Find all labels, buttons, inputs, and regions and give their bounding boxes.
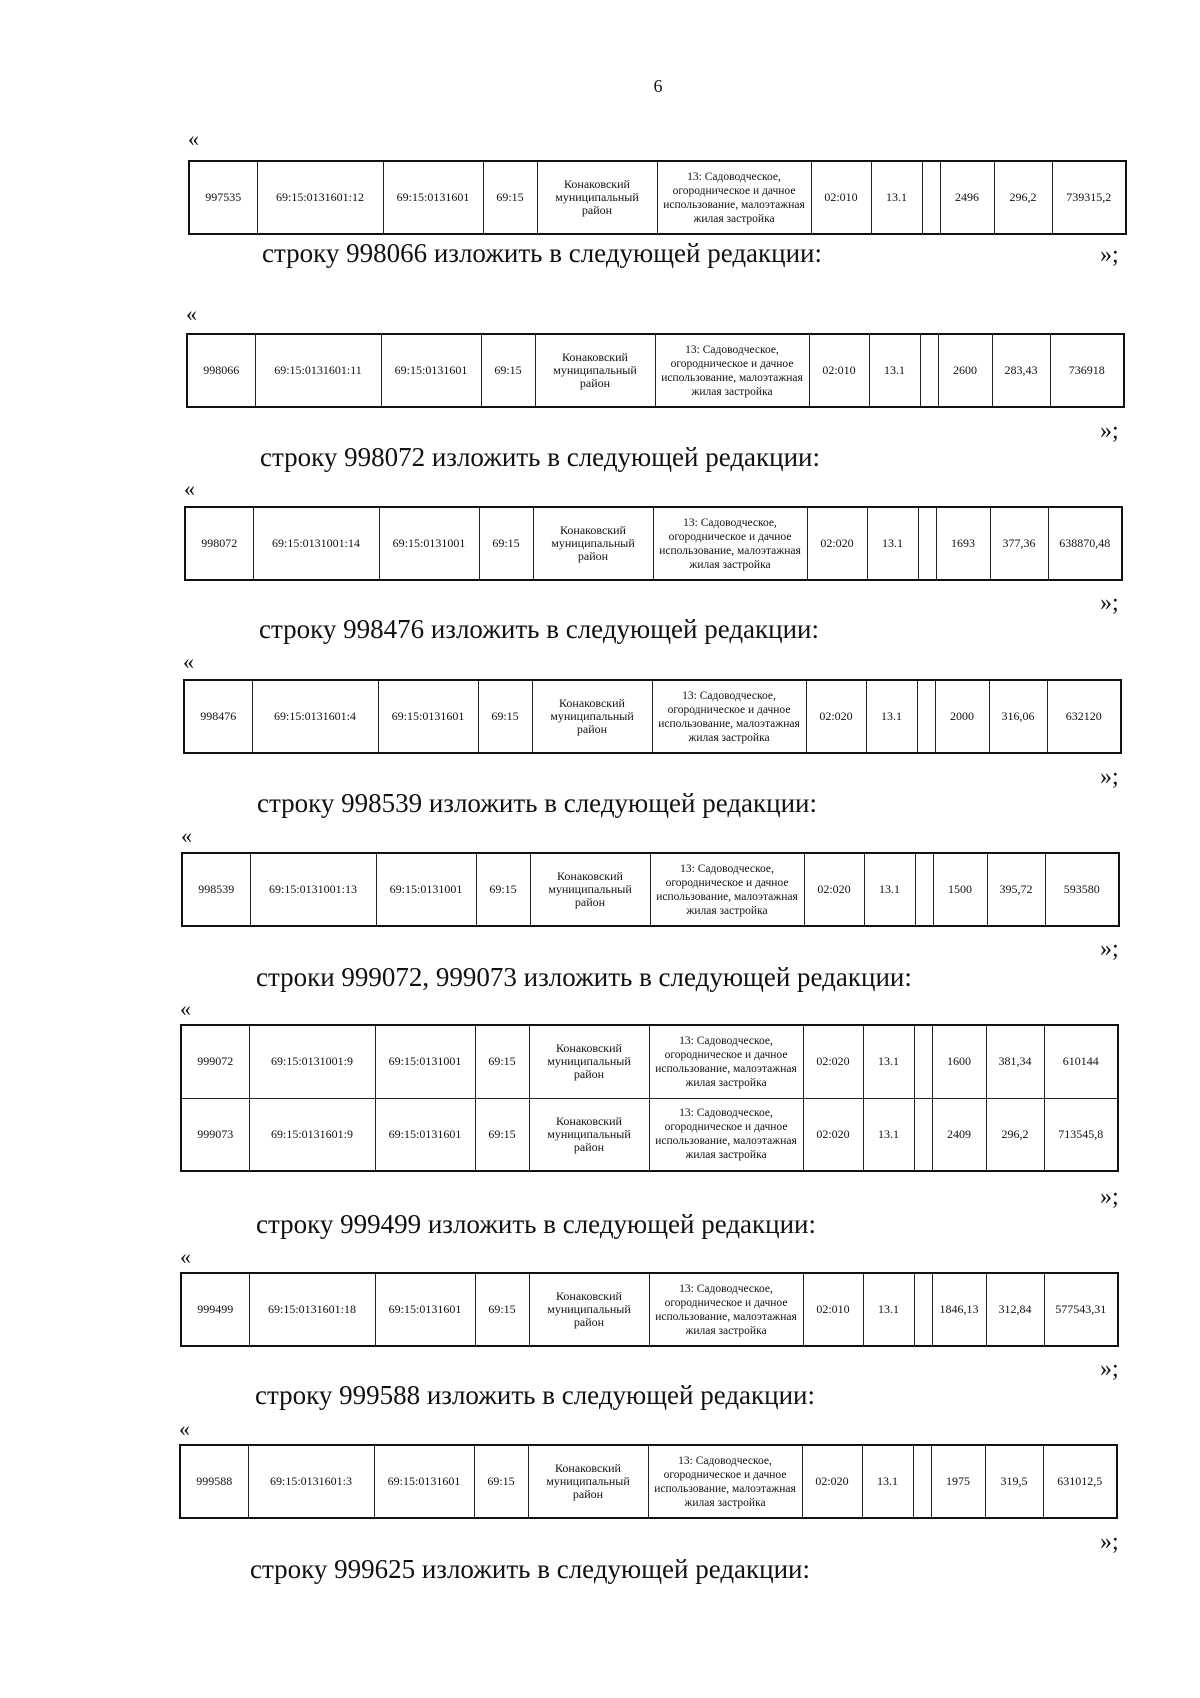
empty-cell: [922, 161, 940, 234]
cadastral-value-table: [180, 1272, 1119, 1347]
specific-value-cell: 283,43: [992, 334, 1050, 407]
closing-quote: »;: [1100, 1529, 1119, 1555]
municipality-cell: Конаковский муниципальный район: [535, 334, 655, 407]
land-use-cell: 13: Садоводческое, огородническое и дачное использование, малоэтажная жилая застройка: [653, 507, 807, 580]
table-row: [181, 1098, 1118, 1171]
opening-quote: «: [180, 996, 191, 1021]
cadastral-quarter-cell: 69:15:0131601: [375, 1273, 475, 1346]
segment-code-cell: 13.1: [864, 853, 915, 926]
section-heading: строку 998066 изложить в следующей редакции:: [262, 238, 823, 268]
area-cell: 1975: [931, 1445, 985, 1518]
cadastral-value-table: [183, 679, 1122, 754]
section-heading: строку 998476 изложить в следующей редакции:: [259, 614, 820, 644]
table-row: [181, 1025, 1118, 1098]
cadastral-value-cell: 638870,48: [1048, 507, 1122, 580]
land-use-cell: 13: Садоводческое, огородническое и дачное использование, малоэтажная жилая застройка: [652, 680, 806, 753]
table-row: [189, 161, 1126, 234]
area-cell: 2600: [938, 334, 992, 407]
cadastral-value-cell: 713545,8: [1044, 1098, 1118, 1171]
land-use-cell: 13: Садоводческое, огородническое и дачное использование, малоэтажная жилая застройка: [649, 1273, 803, 1346]
row-number-cell: 999588: [180, 1445, 248, 1518]
opening-quote: «: [180, 1244, 191, 1269]
row-number-cell: 998476: [184, 680, 252, 753]
opening-quote: «: [183, 649, 194, 674]
group-code-cell: 02:010: [803, 1273, 863, 1346]
row-number-cell: 998539: [182, 853, 250, 926]
cadastral-quarter-cell: 69:15:0131601: [381, 334, 481, 407]
cadastral-quarter-cell: 69:15:0131601: [383, 161, 483, 234]
area-cell: 2000: [935, 680, 989, 753]
cadastral-quarter-cell: 69:15:0131001: [375, 1025, 475, 1098]
cadastral-value-table: [180, 1024, 1119, 1172]
group-code-cell: 02:020: [803, 1025, 863, 1098]
municipality-cell: Конаковский муниципальный район: [528, 1445, 648, 1518]
table-row: [181, 1273, 1118, 1346]
table-row: [180, 1445, 1117, 1518]
cadastral-number-cell: 69:15:0131001:9: [249, 1025, 375, 1098]
land-use-cell: 13: Садоводческое, огородническое и дачное использование, малоэтажная жилая застройка: [655, 334, 809, 407]
cadastral-district-cell: 69:15: [475, 1273, 529, 1346]
cadastral-quarter-cell: 69:15:0131001: [379, 507, 479, 580]
land-use-cell: 13: Садоводческое, огородническое и дачное использование, малоэтажная жилая застройка: [648, 1445, 802, 1518]
cadastral-value-table: [184, 506, 1123, 581]
cadastral-number-cell: 69:15:0131001:13: [250, 853, 376, 926]
row-number-cell: 998066: [187, 334, 255, 407]
area-cell: 2409: [932, 1098, 986, 1171]
cadastral-number-cell: 69:15:0131601:4: [252, 680, 378, 753]
cadastral-district-cell: 69:15: [483, 161, 537, 234]
land-use-cell: 13: Садоводческое, огородническое и дачное использование, малоэтажная жилая застройка: [657, 161, 811, 234]
cadastral-number-cell: 69:15:0131001:14: [253, 507, 379, 580]
municipality-cell: Конаковский муниципальный район: [532, 680, 652, 753]
municipality-cell: Конаковский муниципальный район: [530, 853, 650, 926]
land-use-cell: 13: Садоводческое, огородническое и дачное использование, малоэтажная жилая застройка: [649, 1098, 803, 1171]
specific-value-cell: 395,72: [987, 853, 1045, 926]
cadastral-quarter-cell: 69:15:0131001: [376, 853, 476, 926]
cadastral-value-cell: 632120: [1047, 680, 1121, 753]
empty-cell: [920, 334, 938, 407]
group-code-cell: 02:010: [811, 161, 871, 234]
section-heading: строки 999072, 999073 изложить в следующей редакции:: [256, 962, 912, 992]
cadastral-value-table: [186, 333, 1125, 408]
segment-code-cell: 13.1: [863, 1273, 914, 1346]
empty-cell: [914, 1273, 932, 1346]
group-code-cell: 02:020: [804, 853, 864, 926]
table-row: [184, 680, 1121, 753]
segment-code-cell: 13.1: [869, 334, 920, 407]
empty-cell: [915, 853, 933, 926]
row-number-cell: 997535: [189, 161, 257, 234]
table-row: [185, 507, 1122, 580]
specific-value-cell: 319,5: [985, 1445, 1043, 1518]
closing-quote: »;: [1100, 1356, 1119, 1382]
municipality-cell: Конаковский муниципальный район: [529, 1273, 649, 1346]
cadastral-value-cell: 631012,5: [1043, 1445, 1117, 1518]
segment-code-cell: 13.1: [871, 161, 922, 234]
area-cell: 1693: [936, 507, 990, 580]
group-code-cell: 02:020: [807, 507, 867, 580]
municipality-cell: Конаковский муниципальный район: [529, 1098, 649, 1171]
area-cell: 1846,13: [932, 1273, 986, 1346]
segment-code-cell: 13.1: [867, 507, 918, 580]
empty-cell: [914, 1098, 932, 1171]
municipality-cell: Конаковский муниципальный район: [529, 1025, 649, 1098]
cadastral-number-cell: 69:15:0131601:18: [249, 1273, 375, 1346]
land-use-cell: 13: Садоводческое, огородническое и дачное использование, малоэтажная жилая застройка: [649, 1025, 803, 1098]
area-cell: 1500: [933, 853, 987, 926]
group-code-cell: 02:020: [806, 680, 866, 753]
specific-value-cell: 312,84: [986, 1273, 1044, 1346]
row-number-cell: 999072: [181, 1025, 249, 1098]
final-section-heading: строку 999625 изложить в следующей редакции:: [250, 1554, 811, 1584]
segment-code-cell: 13.1: [863, 1025, 914, 1098]
section-heading: строку 998072 изложить в следующей редакции:: [260, 442, 821, 472]
group-code-cell: 02:020: [802, 1445, 862, 1518]
opening-quote: «: [188, 126, 199, 151]
closing-quote: »;: [1100, 936, 1119, 962]
cadastral-value-table: [179, 1444, 1118, 1519]
specific-value-cell: 316,06: [989, 680, 1047, 753]
specific-value-cell: 377,36: [990, 507, 1048, 580]
closing-quote: »;: [1100, 764, 1119, 790]
opening-quote: «: [184, 476, 195, 501]
section-heading: строку 998539 изложить в следующей редакции:: [257, 788, 818, 818]
cadastral-district-cell: 69:15: [476, 853, 530, 926]
area-cell: 1600: [932, 1025, 986, 1098]
opening-quote: «: [179, 1416, 190, 1441]
cadastral-value-cell: 736918: [1050, 334, 1124, 407]
cadastral-quarter-cell: 69:15:0131601: [378, 680, 478, 753]
opening-quote: «: [186, 301, 197, 326]
cadastral-number-cell: 69:15:0131601:9: [249, 1098, 375, 1171]
cadastral-value-cell: 577543,31: [1044, 1273, 1118, 1346]
cadastral-number-cell: 69:15:0131601:11: [255, 334, 381, 407]
row-number-cell: 998072: [185, 507, 253, 580]
closing-quote: »;: [1100, 590, 1119, 616]
closing-quote: »;: [1100, 1184, 1119, 1210]
cadastral-district-cell: 69:15: [475, 1098, 529, 1171]
cadastral-district-cell: 69:15: [475, 1025, 529, 1098]
cadastral-value-table: [188, 160, 1127, 235]
group-code-cell: 02:010: [809, 334, 869, 407]
opening-quote: «: [181, 823, 192, 848]
specific-value-cell: 296,2: [994, 161, 1052, 234]
specific-value-cell: 296,2: [986, 1098, 1044, 1171]
cadastral-value-table: [181, 852, 1120, 927]
segment-code-cell: 13.1: [866, 680, 917, 753]
cadastral-number-cell: 69:15:0131601:3: [248, 1445, 374, 1518]
group-code-cell: 02:020: [803, 1098, 863, 1171]
cadastral-district-cell: 69:15: [479, 507, 533, 580]
empty-cell: [918, 507, 936, 580]
empty-cell: [913, 1445, 931, 1518]
empty-cell: [914, 1025, 932, 1098]
closing-quote: »;: [1100, 418, 1119, 444]
row-number-cell: 999499: [181, 1273, 249, 1346]
cadastral-district-cell: 69:15: [481, 334, 535, 407]
segment-code-cell: 13.1: [863, 1098, 914, 1171]
section-heading: строку 999499 изложить в следующей редакции:: [256, 1209, 817, 1239]
closing-quote: »;: [1100, 242, 1119, 268]
cadastral-value-cell: 739315,2: [1052, 161, 1126, 234]
table-row: [187, 334, 1124, 407]
cadastral-district-cell: 69:15: [478, 680, 532, 753]
row-number-cell: 999073: [181, 1098, 249, 1171]
cadastral-number-cell: 69:15:0131601:12: [257, 161, 383, 234]
specific-value-cell: 381,34: [986, 1025, 1044, 1098]
page-number: 6: [653, 76, 663, 96]
area-cell: 2496: [940, 161, 994, 234]
municipality-cell: Конаковский муниципальный район: [537, 161, 657, 234]
cadastral-quarter-cell: 69:15:0131601: [375, 1098, 475, 1171]
cadastral-value-cell: 593580: [1045, 853, 1119, 926]
section-heading: строку 999588 изложить в следующей редакции:: [255, 1380, 816, 1410]
cadastral-quarter-cell: 69:15:0131601: [374, 1445, 474, 1518]
table-row: [182, 853, 1119, 926]
land-use-cell: 13: Садоводческое, огородническое и дачное использование, малоэтажная жилая застройка: [650, 853, 804, 926]
municipality-cell: Конаковский муниципальный район: [533, 507, 653, 580]
segment-code-cell: 13.1: [862, 1445, 913, 1518]
cadastral-value-cell: 610144: [1044, 1025, 1118, 1098]
empty-cell: [917, 680, 935, 753]
cadastral-district-cell: 69:15: [474, 1445, 528, 1518]
